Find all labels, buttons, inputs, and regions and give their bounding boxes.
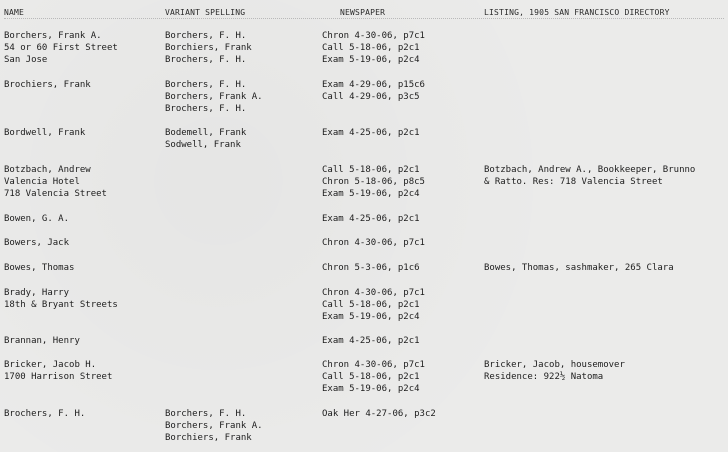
cell-line: & Ratto. Res: 718 Valencia Street (484, 176, 663, 187)
cell-line: Exam 5-19-06, p2c4 (322, 311, 420, 322)
name-cell (4, 165, 107, 200)
cell-line: Borchers, Frank A. (4, 31, 102, 41)
cell-line: Borchers, Frank A. (165, 91, 263, 102)
cell-line: Exam 4-25-06, p2c1 (322, 336, 420, 346)
cell-line: Bricker, Jacob H. (4, 360, 97, 370)
cell-line: Bowen, G. A. (4, 214, 70, 224)
cell-line: Valencia Hotel (4, 176, 80, 187)
cell-line: Call 5-18-06, p2c1 (322, 371, 420, 382)
cell-line: Borchers, F. H. (165, 31, 247, 41)
newspaper-cell (322, 409, 436, 421)
cell-line: San Jose (4, 54, 48, 65)
cell-line: 54 or 60 First Street (4, 42, 118, 53)
cell-line: Bowers, Jack (4, 238, 70, 248)
newspaper-cell (322, 238, 425, 250)
cell-line: Borchers, F. H. (165, 80, 247, 90)
variant-spelling-cell (165, 128, 246, 152)
cell-line: Borchiers, Frank (165, 42, 252, 53)
cell-line: Exam 5-19-06, p2c4 (322, 188, 420, 199)
cell-line: Botzbach, Andrew A., Bookkeeper, Brunno (484, 165, 696, 175)
header-variant-spelling: VARIANT SPELLING (165, 8, 246, 17)
directory-listing-cell (484, 360, 625, 384)
cell-line: Bowes, Thomas (4, 263, 75, 273)
cell-line: Chron 5-3-06, p1c6 (322, 263, 420, 273)
cell-line: Call 5-18-06, p2c1 (322, 299, 420, 310)
name-cell (4, 409, 85, 421)
cell-line: Chron 5-18-06, p8c5 (322, 176, 425, 187)
newspaper-cell (322, 336, 420, 348)
cell-line: Brochiers, Frank (4, 80, 91, 90)
cell-line: Brochers, F. H. (165, 54, 247, 65)
cell-line: Bricker, Jacob, housemover (484, 360, 625, 370)
newspaper-cell (322, 31, 425, 66)
newspaper-cell (322, 288, 425, 323)
cell-line: Chron 4-30-06, p7c1 (322, 360, 425, 370)
cell-line: Borchers, F. H. (165, 409, 247, 419)
cell-line: 1700 Harrison Street (4, 371, 113, 382)
cell-line: Exam 4-25-06, p2c1 (322, 214, 420, 224)
cell-line: Borchers, Frank A. (165, 420, 263, 431)
name-cell (4, 360, 112, 384)
name-cell (4, 263, 74, 275)
cell-line: Borchiers, Frank (165, 432, 252, 443)
cell-line: Brannan, Henry (4, 336, 80, 346)
variant-spelling-cell (165, 31, 252, 66)
name-cell (4, 238, 69, 250)
cell-line: Residence: 922½ Natoma (484, 371, 604, 382)
cell-line: Exam 5-19-06, p2c4 (322, 54, 420, 65)
cell-line: Exam 4-25-06, p2c1 (322, 128, 420, 138)
cell-line: Call 5-18-06, p2c1 (322, 42, 420, 53)
header-divider (4, 18, 724, 19)
directory-listing-cell (484, 165, 695, 189)
name-cell (4, 80, 91, 92)
header-name: NAME (4, 8, 25, 17)
name-cell (4, 214, 69, 226)
cell-line: Chron 4-30-06, p7c1 (322, 288, 425, 298)
variant-spelling-cell (165, 80, 263, 115)
cell-line: Bowes, Thomas, sashmaker, 265 Clara (484, 263, 674, 273)
directory-listing-cell (484, 263, 674, 275)
cell-line: 18th & Bryant Streets (4, 299, 118, 310)
cell-line: Sodwell, Frank (165, 139, 241, 150)
cell-line: Exam 4-29-06, p15c6 (322, 80, 425, 90)
name-cell (4, 128, 85, 140)
newspaper-cell (322, 214, 420, 226)
name-cell (4, 336, 80, 348)
cell-line: Brochers, F. H. (4, 409, 86, 419)
newspaper-cell (322, 165, 425, 200)
cell-line: Brady, Harry (4, 288, 70, 298)
cell-line: Chron 4-30-06, p7c1 (322, 31, 425, 41)
variant-spelling-cell (165, 409, 263, 444)
newspaper-cell (322, 128, 420, 140)
cell-line: Botzbach, Andrew (4, 165, 91, 175)
cell-line: Chron 4-30-06, p7c1 (322, 238, 425, 248)
name-cell (4, 31, 118, 66)
newspaper-cell (322, 263, 420, 275)
name-cell (4, 288, 118, 312)
newspaper-cell (322, 80, 425, 104)
cell-line: Bordwell, Frank (4, 128, 86, 138)
cell-line: 718 Valencia Street (4, 188, 107, 199)
header-listing: LISTING, 1905 SAN FRANCISCO DIRECTORY (484, 8, 670, 17)
newspaper-cell (322, 360, 425, 395)
cell-line: Exam 5-19-06, p2c4 (322, 383, 420, 394)
cell-line: Call 5-18-06, p2c1 (322, 165, 420, 175)
cell-line: Bodemell, Frank (165, 128, 247, 138)
cell-line: Oak Her 4-27-06, p3c2 (322, 409, 436, 419)
cell-line: Call 4-29-06, p3c5 (322, 91, 420, 102)
cell-line: Brochers, F. H. (165, 103, 247, 114)
header-newspaper: NEWSPAPER (340, 8, 386, 17)
